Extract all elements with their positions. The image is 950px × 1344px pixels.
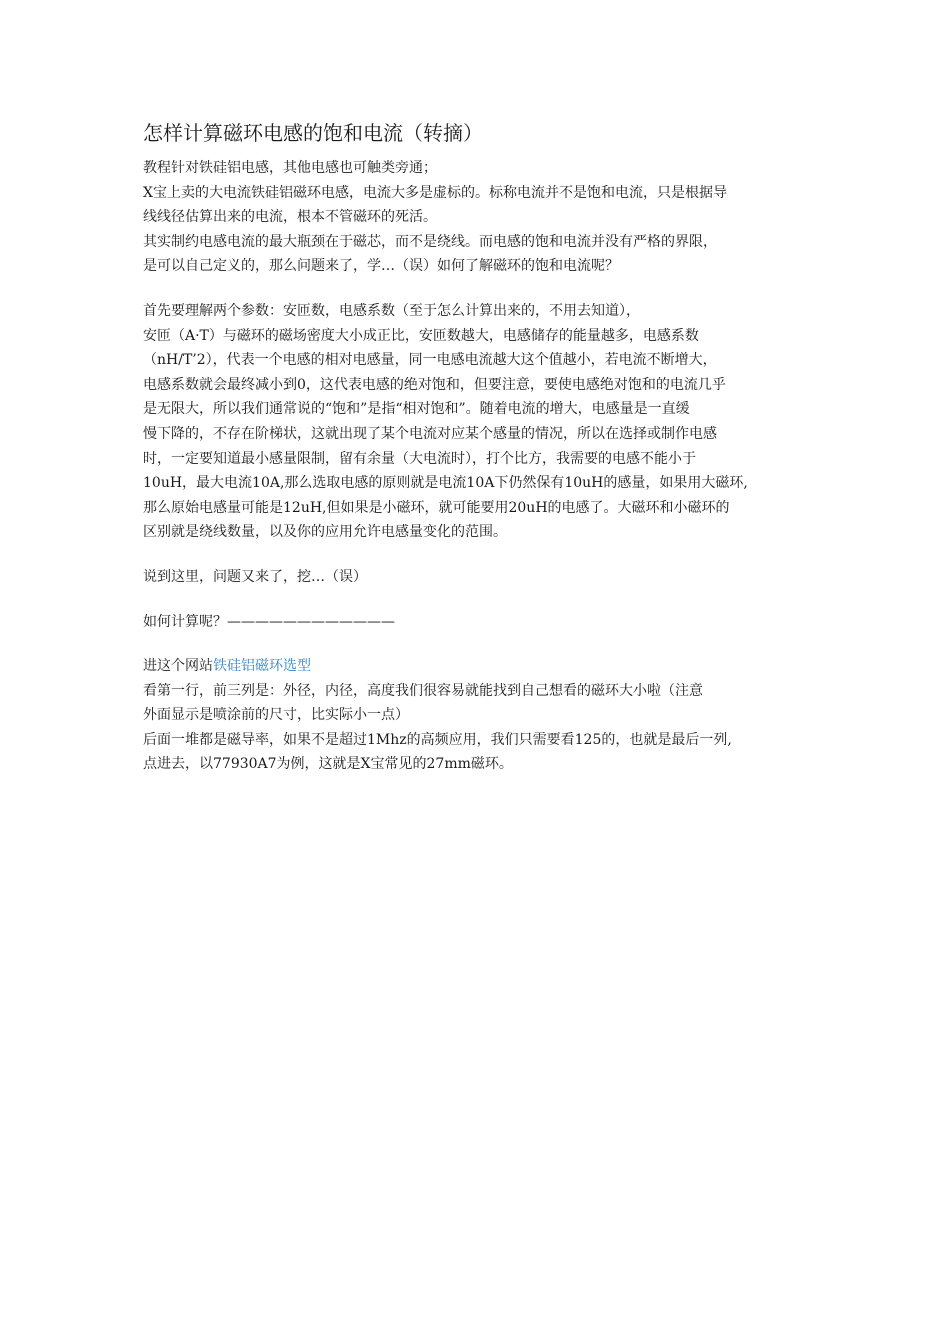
text-line: 是无限大，所以我们通常说的“饱和”是指“相对饱和”。随着电流的增大，电感量是一直缓 [143, 401, 690, 418]
text-line: 线线径估算出来的电流，根本不管磁环的死活。 [143, 209, 437, 226]
text-line: 首先要理解两个参数：安匝数，电感系数（至于怎么计算出来的，不用去知道）， [143, 302, 640, 319]
document-body [143, 118, 815, 777]
text-line: （nH/T’2），代表一个电感的相对电感量，同一电感电流越大这个值越小，若电流不断增大， [143, 352, 717, 369]
text-line: 10uH，最大电流10A,那么选取电感的原则就是电流10A下仍然保有10uH的感量，如果用大磁环, [143, 475, 748, 492]
page-title: 怎样计算磁环电感的饱和电流（转摘） [143, 121, 483, 145]
paragraph-intro [143, 156, 815, 279]
text-line: 其实制约电感电流的最大瓶颈在于磁芯，而不是绕线。而电感的饱和电流并没有严格的界限， [143, 233, 717, 250]
paragraph-gap [143, 279, 815, 299]
text-line: 外面显示是喷涂前的尺寸，比实际小一点） [143, 707, 409, 724]
paragraph-question: 说到这里，问题又来了，挖…（误） [143, 568, 367, 585]
paragraph-parameters [143, 299, 815, 545]
text-line: 时，一定要知道最小感量限制，留有余量（大电流时），打个比方，我需要的电感不能小于 [143, 450, 696, 467]
paragraph-how-to-calculate: 如何计算呢？———————————— [143, 613, 395, 630]
text-line: 区别就是绕线数量，以及你的应用允许电感量变化的范围。 [143, 524, 507, 541]
paragraph-instructions [143, 679, 815, 777]
paragraph-gap [143, 590, 815, 610]
text-line: X宝上卖的大电流铁硅铝磁环电感，电流大多是虚标的。标称电流并不是饱和电流，只是根据导 [143, 184, 727, 201]
paragraph-website [143, 654, 815, 679]
paragraph-gap [143, 634, 815, 654]
text-line: 慢下降的，不存在阶梯状，这就出现了某个电流对应某个感量的情况，所以在选择或制作电感 [143, 425, 717, 442]
website-prefix-text: 进这个网站 [143, 658, 213, 675]
text-line: 是可以自己定义的，那么问题来了，学…（误）如何了解磁环的饱和电流呢？ [143, 258, 619, 275]
text-line: 后面一堆都是磁导率，如果不是超过1Mhz的高频应用，我们只需要看125的，也就是最后一列, [143, 731, 732, 748]
text-line: 电感系数就会最终减小到0，这代表电感的绝对饱和，但要注意，要使电感绝对饱和的电流几乎 [143, 376, 726, 393]
paragraph-gap [143, 545, 815, 565]
core-selection-link[interactable]: 铁硅铝磁环选型 [213, 658, 311, 675]
text-line: 教程针对铁硅铝电感，其他电感也可触类旁通； [143, 160, 437, 176]
text-line: 点进去，以77930A7为例，这就是X宝常见的27mm磁环。 [143, 756, 513, 773]
text-line: 看第一行，前三列是：外径，内径，高度我们很容易就能找到自己想看的磁环大小啦（注意 [143, 682, 703, 699]
text-line: 那么原始电感量可能是12uH,但如果是小磁环，就可能要用20uH的电感了。大磁环和小磁环的 [143, 499, 730, 516]
text-line: 安匝（A·T）与磁环的磁场密度大小成正比，安匝数越大，电感储存的能量越多，电感系数 [143, 327, 699, 344]
